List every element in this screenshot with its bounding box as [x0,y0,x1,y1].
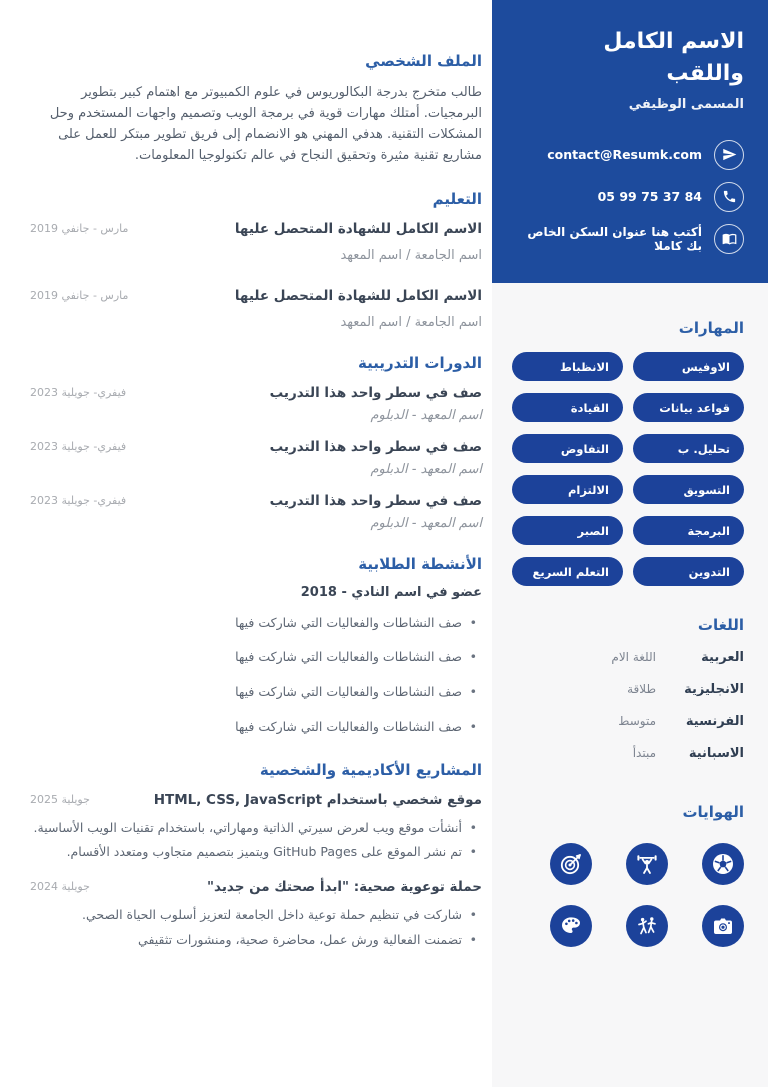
language-level: مبتدأ [632,746,656,760]
language-row [512,714,744,729]
course-date: فيفري- جويلية 2023 [30,439,127,453]
language-level: متوسط [618,714,656,728]
address-row [510,224,744,254]
dancing-icon [626,905,668,947]
course-entry [30,438,482,477]
language-row [512,650,744,665]
skills-section [492,319,768,586]
skill-pill: الاوفيس [633,352,744,381]
course-entry [30,492,482,531]
projects-section [30,761,482,950]
language-name: الانجليزية [684,682,744,697]
activity-item: • صف النشاطات والفعاليات التي شاركت فيها [30,683,482,702]
education-entry [30,287,482,330]
skills-list [512,352,744,586]
education-section [30,190,482,330]
project-details [30,906,482,950]
project-entry [30,878,482,949]
course-entry [30,384,482,423]
course-name: صف في سطر واحد هذا التدريب [269,492,482,509]
send-icon [714,140,744,170]
languages-title: اللغات [697,616,744,634]
skill-pill: تحليل. ب [633,434,744,463]
phone-row [510,182,744,212]
education-date: مارس - جانفي 2019 [30,289,129,303]
activities-list [30,614,482,737]
course-date: فيفري- جويلية 2023 [30,385,127,399]
course-name: صف في سطر واحد هذا التدريب [269,384,482,401]
institute-name: اسم المعهد - الدبلوم [370,407,482,423]
project-details [30,819,482,863]
project-detail: • شاركت في تنظيم حملة توعية داخل الجامعة لتعزيز أسلوب الحياة الصحي. [30,906,482,925]
project-entry [30,791,482,862]
courses-title: الدورات التدريبية [357,353,482,372]
profile-text: طالب متخرج بدرجة البكالوريوس في علوم الكمبيوتر مع اهتمام كبير بتطوير البرمجيات. أمتلك مهارات قوية في برمجة الويب وتصميم واجهات المستخدم وحل المشكلات التقنية. هدفي المهني هو الانضمام إلى فريق تطوير مبتكر للعمل على مشاريع تقنية مثيرة وتحقيق النجاح في عالم تكنولوجيا المعلومات. [49,85,482,164]
weightlifting-icon [626,843,668,885]
sidebar [492,0,768,1087]
course-name: صف في سطر واحد هذا التدريب [269,438,482,455]
languages-section [492,616,768,761]
project-date: جويلية 2025 [30,792,90,806]
skill-pill: التفاوض [512,434,623,463]
language-row [512,682,744,697]
degree-name: الاسم الكامل للشهادة المتحصل عليها [234,288,482,305]
contact-list [510,140,744,254]
profile-title: الملف الشخصي [365,52,482,70]
institute-name: اسم المعهد - الدبلوم [370,515,482,531]
football-icon [702,843,744,885]
school-name: اسم الجامعة / اسم المعهد [340,248,482,264]
languages-list [512,650,744,761]
hobbies-list [512,843,744,947]
skill-pill: الصبر [512,516,623,545]
activity-item: • صف النشاطات والفعاليات التي شاركت فيها [30,648,482,667]
hobbies-section [492,803,768,947]
palette-icon [550,905,592,947]
degree-name: الاسم الكامل للشهادة المتحصل عليها [234,221,482,238]
course-date: فيفري- جويلية 2023 [30,493,127,507]
education-entry [30,220,482,263]
email-value[interactable]: contact@Resumk.com [547,147,702,163]
full-name: الاسم الكامل واللقب [603,29,744,86]
skill-pill: التدوين [633,557,744,586]
projects-title: المشاريع الأكاديمية والشخصية [259,760,482,779]
club-membership: عضو في اسم النادي - 2018 [300,584,482,600]
project-detail: • أنشأت موقع ويب لعرض سيرتي الذاتية ومهاراتي، باستخدام تقنيات الويب الأساسية. [30,819,482,838]
school-name: اسم الجامعة / اسم المعهد [340,314,482,330]
skill-pill: التسويق [633,475,744,504]
courses-section [30,354,482,531]
activity-item: • صف النشاطات والفعاليات التي شاركت فيها [30,614,482,633]
target-icon [550,843,592,885]
education-date: مارس - جانفي 2019 [30,222,129,236]
language-name: العربية [701,650,744,665]
language-name: الفرنسية [685,714,744,729]
project-detail: • تضمنت الفعالية ورش عمل، محاضرة صحية، ومنشورات تثقيفي [30,931,482,950]
activities-section [30,555,482,737]
camera-icon [702,905,744,947]
activity-item: • صف النشاطات والفعاليات التي شاركت فيها [30,718,482,737]
address-value: أكتب هنا عنوان السكن الخاص بك كاملا [527,224,702,253]
phone-value[interactable]: 05 99 75 37 84 [597,189,702,205]
profile-section [30,52,482,166]
institute-name: اسم المعهد - الدبلوم [370,461,482,477]
language-level: اللغة الام [611,650,656,664]
skill-pill: التعلم السريع [512,557,623,586]
skill-pill: البرمجة [633,516,744,545]
skills-title: المهارات [678,319,744,337]
job-title: المسمى الوظيفي [628,96,744,112]
project-detail: • تم نشر الموقع على GitHub Pages ويتميز بتصميم متجاوب ومتعدد الأقسام. [30,843,482,862]
project-name: موقع شخصي باستخدام HTML, CSS, JavaScript [153,791,482,808]
skill-pill: قواعد بيانات [633,393,744,422]
language-row [512,746,744,761]
skill-pill: القيادة [512,393,623,422]
education-title: التعليم [432,190,482,209]
project-date: جويلية 2024 [30,880,90,894]
phone-icon [714,182,744,212]
language-name: الاسبانية [688,746,744,761]
language-level: طلاقة [627,682,656,696]
skill-pill: الالتزام [512,475,623,504]
project-name: حملة توعوية صحية: "ابدأ صحتك من جديد" [207,879,482,896]
activities-title: الأنشطة الطلابية [358,554,482,573]
email-row [510,140,744,170]
identity-header [492,0,768,283]
skill-pill: الانظباط [512,352,623,381]
hobbies-title: الهوايات [682,803,744,821]
address-book-icon [714,224,744,254]
